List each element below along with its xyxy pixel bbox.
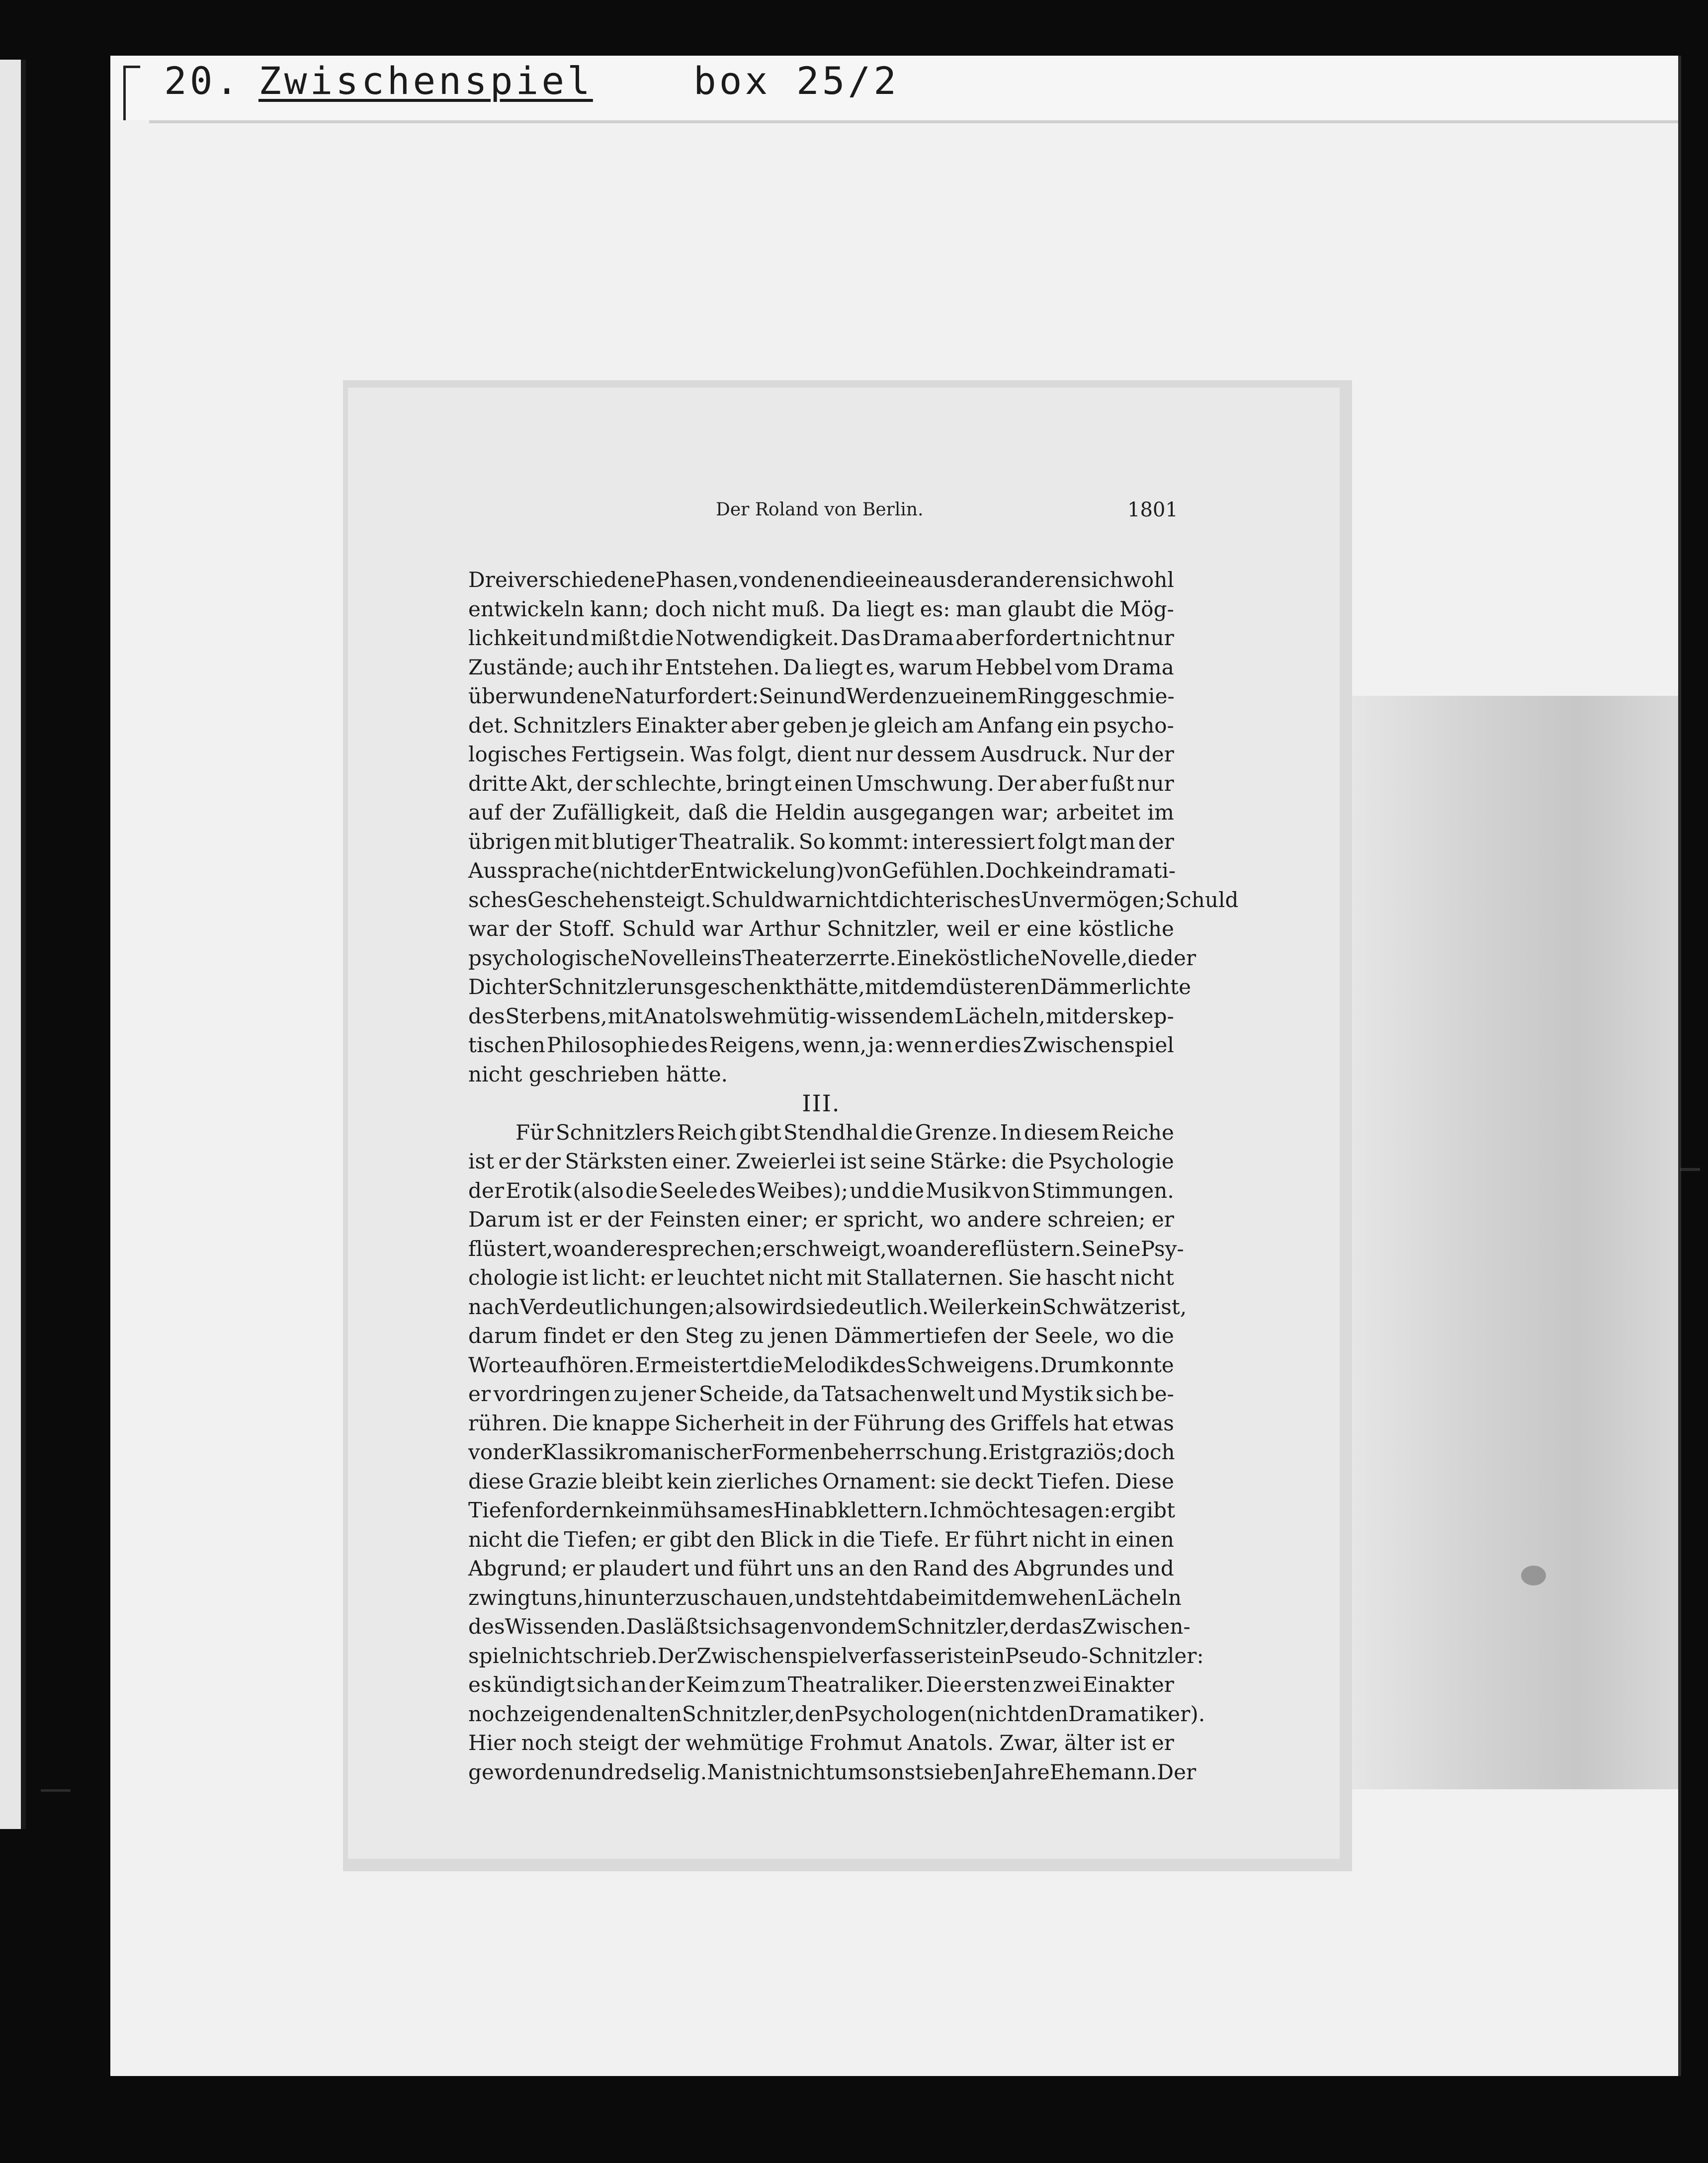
text-line: Zustände; auch ihr Entstehen. Da liegt es, warum Hebbel vom Drama [468, 655, 1174, 679]
text-line: des Wissenden. Das läßt sich sagen von dem Schnitzler, der das Zwischen- [468, 1614, 1191, 1639]
text-line: diese Grazie bleibt kein zierliches Ornament: sie deckt Tiefen. Diese [468, 1469, 1174, 1494]
text-line: Darum ist er der Feinsten einer; er spricht, wo andere schreien; er [468, 1207, 1174, 1232]
text-line: nach Verdeutlichungen; also wird sie deutlich. Weil er kein Schwätzer ist, [468, 1294, 1187, 1319]
text-line: Dichter Schnitzler uns geschenkt hätte, mit dem düsteren Dämmerlichte [468, 975, 1192, 999]
text-line: det. Schnitzlers Einakter aber geben je gleich am Anfang ein psycho- [468, 713, 1174, 738]
text-line: des Sterbens, mit Anatols wehmütig-wissendem Lächeln, mit der skep- [468, 1003, 1174, 1028]
scan-speck [1680, 1168, 1700, 1171]
text-line: dritte Akt, der schlechte, bringt einen Umschwung. Der aber fußt nur [468, 771, 1174, 796]
text-line: von der Klassik romanischer Formenbeherrschung. Er ist graziös; doch [468, 1440, 1175, 1464]
text-line: flüstert, wo andere sprechen; er schweigt, wo andere flüstern. Seine Psy- [468, 1236, 1184, 1261]
text-line: ist er der Stärksten einer. Zweierlei ist seine Stärke: die Psychologie [468, 1149, 1174, 1173]
text-line: spiel nicht schrieb. Der Zwischenspielverfasser ist ein Pseudo-Schnitzler: [468, 1643, 1204, 1668]
text-line: nicht geschrieben hätte. [468, 1062, 728, 1086]
corner-bracket-mark [123, 66, 140, 120]
text-line: auf der Zufälligkeit, daß die Heldin ausgegangen war; arbeitet im [468, 800, 1174, 825]
header-rule [149, 120, 1678, 123]
text-line: übrigen mit blutiger Theatralik. So kommt: interessiert folgt man der [468, 829, 1174, 854]
text-line: nicht die Tiefen; er gibt den Blick in die Tiefe. Er führt nicht in einen [468, 1527, 1174, 1552]
text-line: lichkeit und mißt die Notwendigkeit. Das Drama aber fordert nicht nur [468, 626, 1174, 650]
text-line: logisches Fertigsein. Was folgt, dient nur dessem Ausdruck. Nur der [468, 742, 1174, 766]
text-line: darum findet er den Steg zu jenen Dämmertiefen der Seele, wo die [468, 1324, 1174, 1348]
text-line: es kündigt sich an der Keim zum Theatraliker. Die ersten zwei Einakter [468, 1672, 1174, 1697]
text-line: überwundene Natur fordert: Sein und Werden zu einem Ring geschmie- [468, 684, 1175, 708]
text-line: Abgrund; er plaudert und führt uns an den Rand des Abgrundes und [468, 1556, 1174, 1581]
text-line: chologie ist licht: er leuchtet nicht mit Stallaternen. Sie hascht nicht [468, 1265, 1174, 1290]
text-line: Tiefen fordern kein mühsames Hinabklettern. Ich möchte sagen: er gibt [468, 1498, 1176, 1522]
text-line: Aussprache (nicht der Entwickelung) von Gefühlen. Doch kein dramati- [468, 858, 1176, 883]
text-line: Drei verschiedene Phasen, von denen die eine aus der anderen sich wohl [468, 568, 1174, 592]
text-line: war der Stoff. Schuld war Arthur Schnitzler, weil er eine köstliche [468, 916, 1174, 941]
section-heading: III. [802, 1090, 841, 1117]
text-line: entwickeln kann; doch nicht muß. Da liegt es: man glaubt die Mög- [468, 596, 1174, 621]
text-line: psychologische Novelle ins Theater zerrte. Eine köstliche Novelle, die der [468, 945, 1196, 970]
text-line: tischen Philosophie des Reigens, wenn, ja: wenn er dies Zwischenspiel [468, 1033, 1174, 1057]
text-line: geworden und redselig. Man ist nicht umsonst sieben Jahre Ehemann. Der [468, 1759, 1196, 1784]
scan-speck [1521, 1566, 1546, 1585]
text-line: der Erotik (also die Seele des Weibes); und die Musik von Stimmungen. [468, 1178, 1174, 1203]
running-head: Der Roland von Berlin. [716, 499, 924, 520]
text-line: Hier noch steigt der wehmütige Frohmut Anatols. Zwar, älter ist er [468, 1731, 1174, 1755]
text-line: noch zeigen den alten Schnitzler, den Psychologen (nicht den Dramatiker). [468, 1701, 1205, 1726]
folder-number: 20. [164, 59, 242, 103]
box-number: box 25/2 [693, 59, 900, 103]
sheet-right-edge [1678, 56, 1681, 2076]
text-line: zwingt uns, hinunterzuschauen, und steht dabei mit dem wehen Lächeln [468, 1585, 1182, 1610]
page-number: 1801 [1127, 499, 1178, 521]
folder-title: Zwischenspiel [258, 59, 593, 103]
text-line: Worte aufhören. Er meistert die Melodik des Schweigens. Drum konnte [468, 1352, 1174, 1377]
sheet-gap [21, 60, 26, 1829]
scan-speck [41, 1789, 71, 1792]
text-line: sches Geschehen steigt. Schuld war nicht dichterisches Unvermögen; Schuld [468, 887, 1239, 912]
article-text [468, 566, 1239, 1787]
text-line: Für Schnitzlers Reich gibt Stendhal die Grenze. In diesem Reiche [515, 1120, 1174, 1145]
text-line: er vordringen zu jener Scheide, da Tatsachenwelt und Mystik sich be- [468, 1382, 1174, 1406]
text-line: rühren. Die knappe Sicherheit in der Führung des Griffels hat etwas [468, 1411, 1174, 1435]
adjacent-sheet-edge [0, 60, 21, 1829]
sheet-shadow [1342, 696, 1678, 1789]
